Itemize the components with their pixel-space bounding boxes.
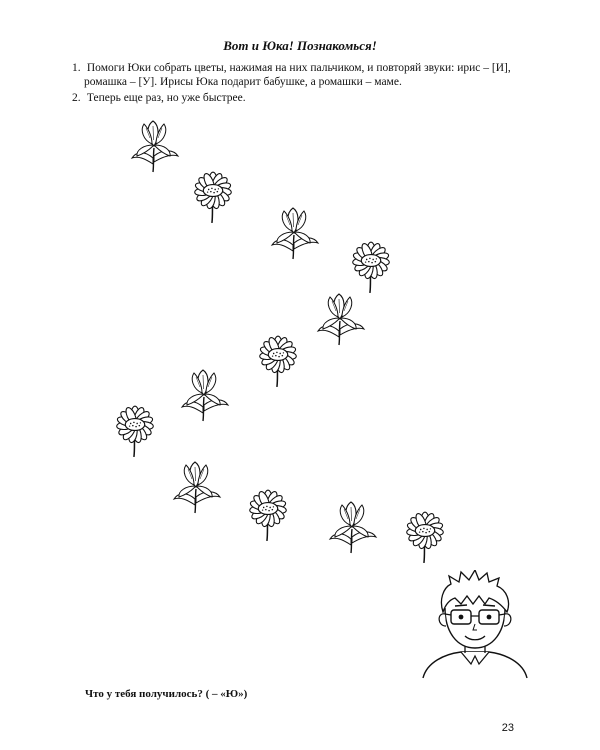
page-title: Вот и Юка! Познакомься!: [223, 38, 377, 53]
daisy-flower-4[interactable]: [108, 402, 162, 460]
instruction-1-line1: Помоги Юки собрать цветы, нажимая на них пальчиком, и повторяй звуки: ирис – [И],: [86, 62, 511, 74]
boy-character-illustration: [415, 570, 535, 680]
instruction-2-text: Теперь еще раз, но уже быстрее.: [86, 92, 246, 104]
instruction-1-line2: ромашка – [У]. Ирисы Юка подарит бабушке, а ромашки – маме.: [84, 76, 402, 88]
daisy-flower-3[interactable]: [251, 332, 305, 390]
daisy-flower-6[interactable]: [398, 508, 452, 566]
bottom-question: Что у тебя получилось? ( – «Ю»): [85, 688, 248, 700]
page-number: 23: [501, 722, 514, 734]
instruction-2: [72, 91, 522, 105]
instruction-2-number: 2.: [72, 92, 81, 104]
iris-flower-3[interactable]: [312, 286, 370, 354]
daisy-flower-1[interactable]: [186, 168, 240, 226]
iris-flower-6[interactable]: [324, 494, 382, 562]
iris-flower-4[interactable]: [176, 362, 234, 430]
iris-flower-2[interactable]: [266, 200, 324, 268]
instruction-1-number: 1.: [72, 62, 81, 74]
iris-flower-5[interactable]: [168, 454, 226, 522]
instruction-1: [72, 61, 522, 89]
iris-flower-1[interactable]: [126, 113, 184, 181]
daisy-flower-5[interactable]: [241, 486, 295, 544]
